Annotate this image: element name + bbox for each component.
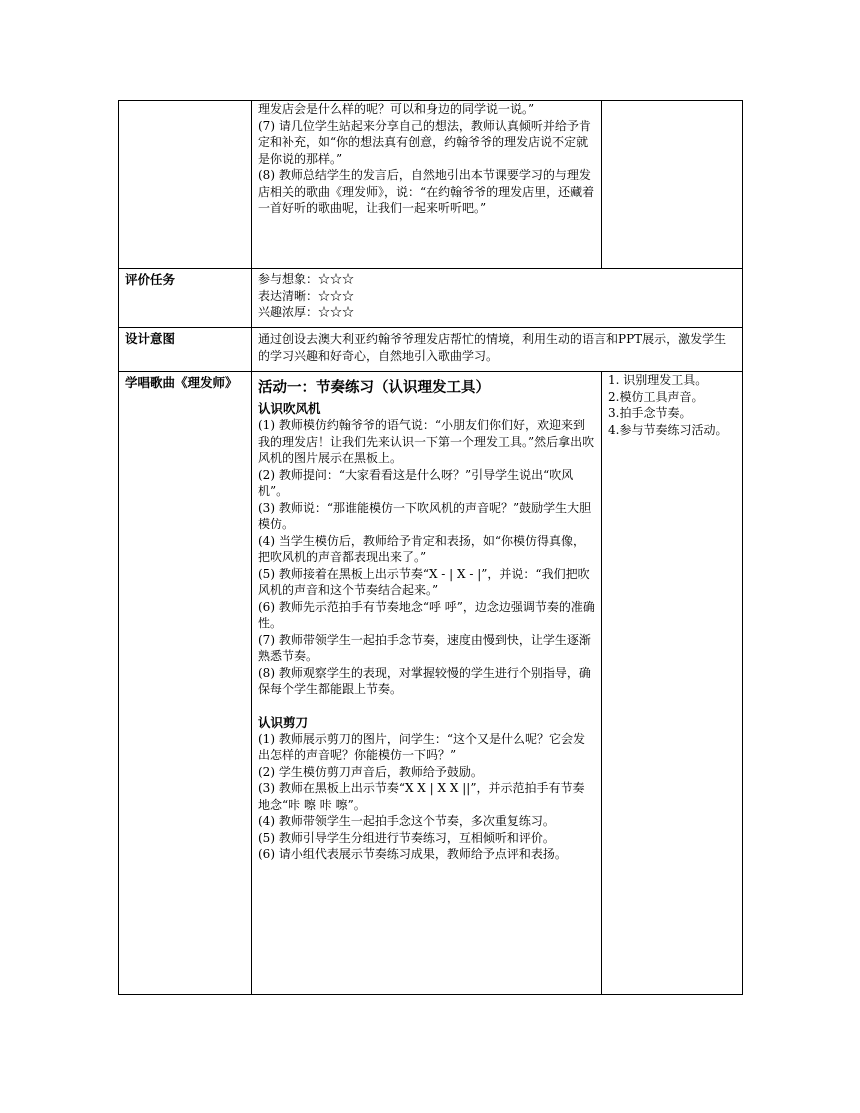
eval-label: 评价任务 [125, 272, 176, 287]
step-text: (5) 教师引导学生分组进行节奏练习，互相倾听和评价。 [258, 830, 555, 845]
eval-item: 参与想象：☆☆☆ [258, 272, 355, 286]
design-label-cell [119, 328, 252, 372]
content-cell [252, 101, 602, 269]
eval-item: 兴趣浓厚：☆☆☆ [258, 305, 355, 319]
section-title: 认识剪刀 [258, 714, 309, 730]
step-text: (2) 学生模仿剪刀声音后，教师给予鼓励。 [258, 764, 483, 779]
paragraph: 理发店会是什么样的呢？可以和身边的同学说一说。” [258, 102, 535, 116]
design-text: 通过创设去澳大利亚约翰爷爷理发店帮忙的情境，利用生动的语言和PPT展示，激发学生的学习兴趣和好奇心，自然地引入歌曲学习。 [258, 332, 727, 363]
student-activity-item: 1. 识别理发工具。 [608, 373, 708, 387]
table-row [119, 372, 743, 995]
lesson-plan-table [118, 100, 743, 995]
step-text: (1) 教师模仿约翰爷爷的语气说：“小朋友们你们好，欢迎来到我的理发店！让我们先来认识一下第一个理发工具。”然后拿出吹风机的图片展示在黑板上。 [258, 418, 595, 465]
step-text: (6) 教师先示范拍手有节奏地念“呼 呼”，边念边强调节奏的准确性。 [258, 599, 595, 630]
step-text: (4) 当学生模仿后，教师给予肯定和表扬，如“你模仿得真像，把吹风机的声音都表现出来了。” [258, 533, 585, 564]
section-title: 认识吹风机 [258, 401, 321, 416]
student-activity-cell [602, 372, 743, 995]
step-text: (7) 教师带领学生一起拍手念节奏，速度由慢到快，让学生逐渐熟悉节奏。 [258, 632, 591, 663]
paragraph: (8) 教师总结学生的发言后，自然地引出本节课要学习的与理发店相关的歌曲《理发师》，说：“在约翰爷爷的理发店里，还藏着一首好听的歌曲呢，让我们一起来听听吧。” [258, 168, 595, 215]
table-row [119, 328, 743, 372]
spacer [258, 698, 595, 714]
activity-title: 活动一：节奏练习（认识理发工具） [258, 380, 490, 396]
step-text: (3) 教师说：“那谁能模仿一下吹风机的声音呢？”鼓励学生大胆模仿。 [258, 500, 592, 531]
design-content-cell [252, 328, 743, 372]
step-text: (3) 教师在黑板上出示节奏“X X | X X ||”，并示范拍手有节奏地念“咔 嚓 咔 嚓”。 [258, 781, 585, 812]
step-text: (1) 教师展示剪刀的图片，问学生：“这个又是什么呢？它会发出怎样的声音呢？你能模仿一下吗？” [258, 731, 585, 762]
eval-item: 表达清晰：☆☆☆ [258, 288, 355, 303]
student-activity-item: 3.拍手念节奏。 [608, 406, 692, 420]
eval-label-cell [119, 269, 252, 328]
step-text: (5) 教师接着在黑板上出示节奏“X - | X - |”，并说：“我们把吹风机的声音和这个节奏结合起来。” [258, 566, 590, 597]
step-text: (4) 教师带领学生一起拍手念这个节奏，多次重复练习。 [258, 814, 555, 828]
paragraph: (7) 请几位学生站起来分享自己的想法，教师认真倾听并给予肯定和补充，如“你的想法真有创意，约翰爷爷的理发店说不定就是你说的那样。” [258, 118, 591, 166]
step-text: (8) 教师观察学生的表现，对掌握较慢的学生进行个别指导，确保每个学生都能跟上节奏。 [258, 665, 591, 696]
table-row [119, 101, 743, 269]
step-text: (2) 教师提问：“大家看看这是什么呀？”引导学生说出“吹风机”。 [258, 467, 574, 498]
activity-content-cell [252, 372, 602, 995]
student-cell-empty [602, 101, 743, 269]
label-cell-empty [119, 101, 252, 269]
student-activity-item: 2.模仿工具声音。 [608, 389, 704, 404]
student-activity-item: 4.参与节奏练习活动。 [608, 422, 728, 437]
activity-label: 学唱歌曲《理发师》 [125, 375, 238, 390]
design-label: 设计意图 [125, 331, 176, 346]
step-text: (6) 请小组代表展示节奏练习成果，教师给予点评和表扬。 [258, 847, 567, 861]
table-row [119, 269, 743, 328]
activity-label-cell [119, 372, 252, 995]
eval-content-cell [252, 269, 743, 328]
